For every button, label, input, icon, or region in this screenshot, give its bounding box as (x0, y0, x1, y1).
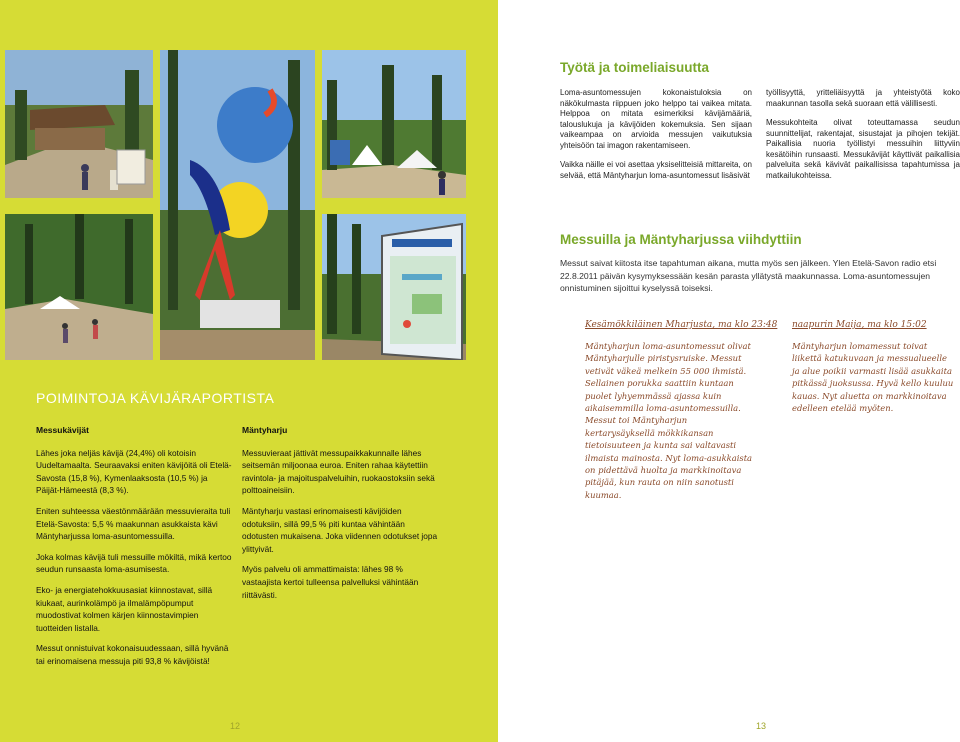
lead-paragraph: Messut saivat kiitosta itse tapahtuman aikana, mutta myös sen jälkeen. Ylen Etelä-Savon radio etsi 22.8.2011 päivän kysymyksessään kesän parasta yllätystä maakunnassa. Loma-asuntomessujen onnistuminen sijoittui kyselyssä toiseksi. (560, 258, 937, 293)
quote-author-2: naapurin Maija, ma klo 15:02 (792, 320, 927, 330)
quote-author-1: Kesämökkiläinen Mharjusta, ma klo 23:48 (585, 320, 778, 330)
quote-text-2: Mäntyharjun lomamessut toivat liikettä katukuvaan ja messualueelle ja alue poikii varmasti lisää asukkaita pitkässä juoksussa. Hyvä kello kuuluu kauas. Nyt aluetta on markkinoitava edelleen etelää myöten. (792, 341, 954, 414)
intro-paragraph: Loma-asuntomessujen kokonaistuloksia on näkökulmasta riippuen joko helppo tai vaikea mitata. Helppoa on mitata esimerkiksi kävijämääriä, talouslukuja ja kävijöiden kokemuksia. Sen sijaan vaikeampaa on arvioida messujen vaikutuksia yhteisöön tai imagon rakentamiseen. (560, 88, 752, 150)
intro-column-2 (766, 88, 960, 190)
section-title-work: Työtä ja toimeliaisuutta (560, 60, 710, 75)
section-title-enjoyment: Messuilla ja Mäntyharjussa viihdyttiin (560, 232, 802, 247)
column-visitors (36, 424, 232, 676)
page-number-left: 12 (230, 721, 241, 731)
photo-colorful-sculpture (160, 50, 315, 360)
mantyharju-paragraph: Myös palvelu oli ammattimaista: lähes 98 % vastaajista kertoi tulleensa palvelluksi vähintään riittävästi. (242, 564, 419, 600)
quote-text-1: Mäntyharjun loma-asuntomessut olivat Mäntyharjulle piristysruiske. Messut vetivät väkeä melkein 55 000 ihmistä. Sellainen porukka saattiin kuntaan puolet lyhyemmässä ajassa kuin aikaisemmilla loma-asuntomessuilla. Messut toi Mäntyharjun kertarysäyksellä mökkikansan tietoisuuteen ja kunta sai valtavasti ilmaista mainosta. Nyt loma-asukkaista on pidettävä huolta ja markkinoitava pitäjää, kun rauta on niin sanotusti kuumaa. (585, 341, 753, 500)
photo-fair-tents (322, 50, 466, 198)
visitors-paragraph: Joka kolmas kävijä tuli messuille mökiltä, mikä kertoo seudun runsaasta loma-asumisesta. (36, 551, 232, 575)
visitors-paragraph: Eniten suhteessa väestönmäärään messuvieraita tuli Etelä-Savosta: 5,5 % maakunnan asukkaista kävi Mäntyharjussa loma-asuntomessuilla. (36, 505, 231, 542)
photo-forest-crowd (5, 214, 153, 360)
mantyharju-paragraph: Messuvieraat jättivät messupaikkakunnalle lähes seitsemän miljoonaa euroa. Eniten rahaa käytettiin ravintola- ja majoituspalveluihin, ruokaostoksiin sekä polttoaineisiin. (242, 447, 435, 496)
right-page (498, 0, 960, 742)
box-title: POIMINTOJA KÄVIJÄRAPORTISTA (36, 390, 275, 406)
column-mantyharju (242, 424, 438, 609)
photo-area-map-sign (322, 214, 466, 360)
mantyharju-paragraph: Mäntyharju vastasi erinomaisesti kävijöiden odotuksiin, sillä 99,5 % piti kuntaa vähintään odotusten mukaisena. Joka viidennen odotukset jopa ylittyivät. (242, 505, 438, 554)
page-number-right: 13 (756, 721, 767, 731)
visitors-heading: Messukävijät (36, 425, 89, 435)
mantyharju-heading: Mäntyharju (242, 425, 288, 435)
intro-paragraph: työllisyyttä, yritteliäisyyttä ja yhteistyötä koko maakunnan tasolla sekä suoraan että välillisesti. (766, 88, 960, 108)
visitors-paragraph: Lähes joka neljäs kävijä (24,4%) oli kotoisin Uudeltamaalta. Seuraavaksi eniten kävijöitä oli Etelä-Savosta (15,8 %), Kymenlaaksosta (10,5 %) ja Päijät-Hämeestä (8,3 %). (36, 447, 232, 496)
intro-paragraph: Vaikka näille ei voi asettaa yksiselitteisiä mittareita, on selvää, että Mäntyharjun loma-asuntomessut lisäsivät (560, 160, 752, 180)
visitors-paragraph: Eko- ja energiatehokkuusasiat kiinnostavat, sillä kiukaat, aurinkolämpö ja ilmalämpöpumput muodostivat kolmen kärjen kiinnostavimpien tuotteiden listalla. (36, 584, 213, 633)
intro-paragraph: Messukohteita olivat toteuttamassa seudun suunnittelijat, rakentajat, sisustajat ja pihojen tekijät. Paikallisia nuoria työllistyi messuihin liittyviin kesätöihin runsaasti. Messukävijät käyttivät paikallisia palveluita sekä kävivät paikallisissa tapahtumissa ja matkailukohteissa. (766, 118, 960, 180)
intro-column-1 (560, 88, 752, 190)
photo-pavilion-path (5, 50, 153, 198)
visitors-paragraph: Messut onnistuivat kokonaisuudessaan, sillä hyvänä tai erinomaisena messuja piti 93,8 % kävijöistä! (36, 643, 229, 666)
